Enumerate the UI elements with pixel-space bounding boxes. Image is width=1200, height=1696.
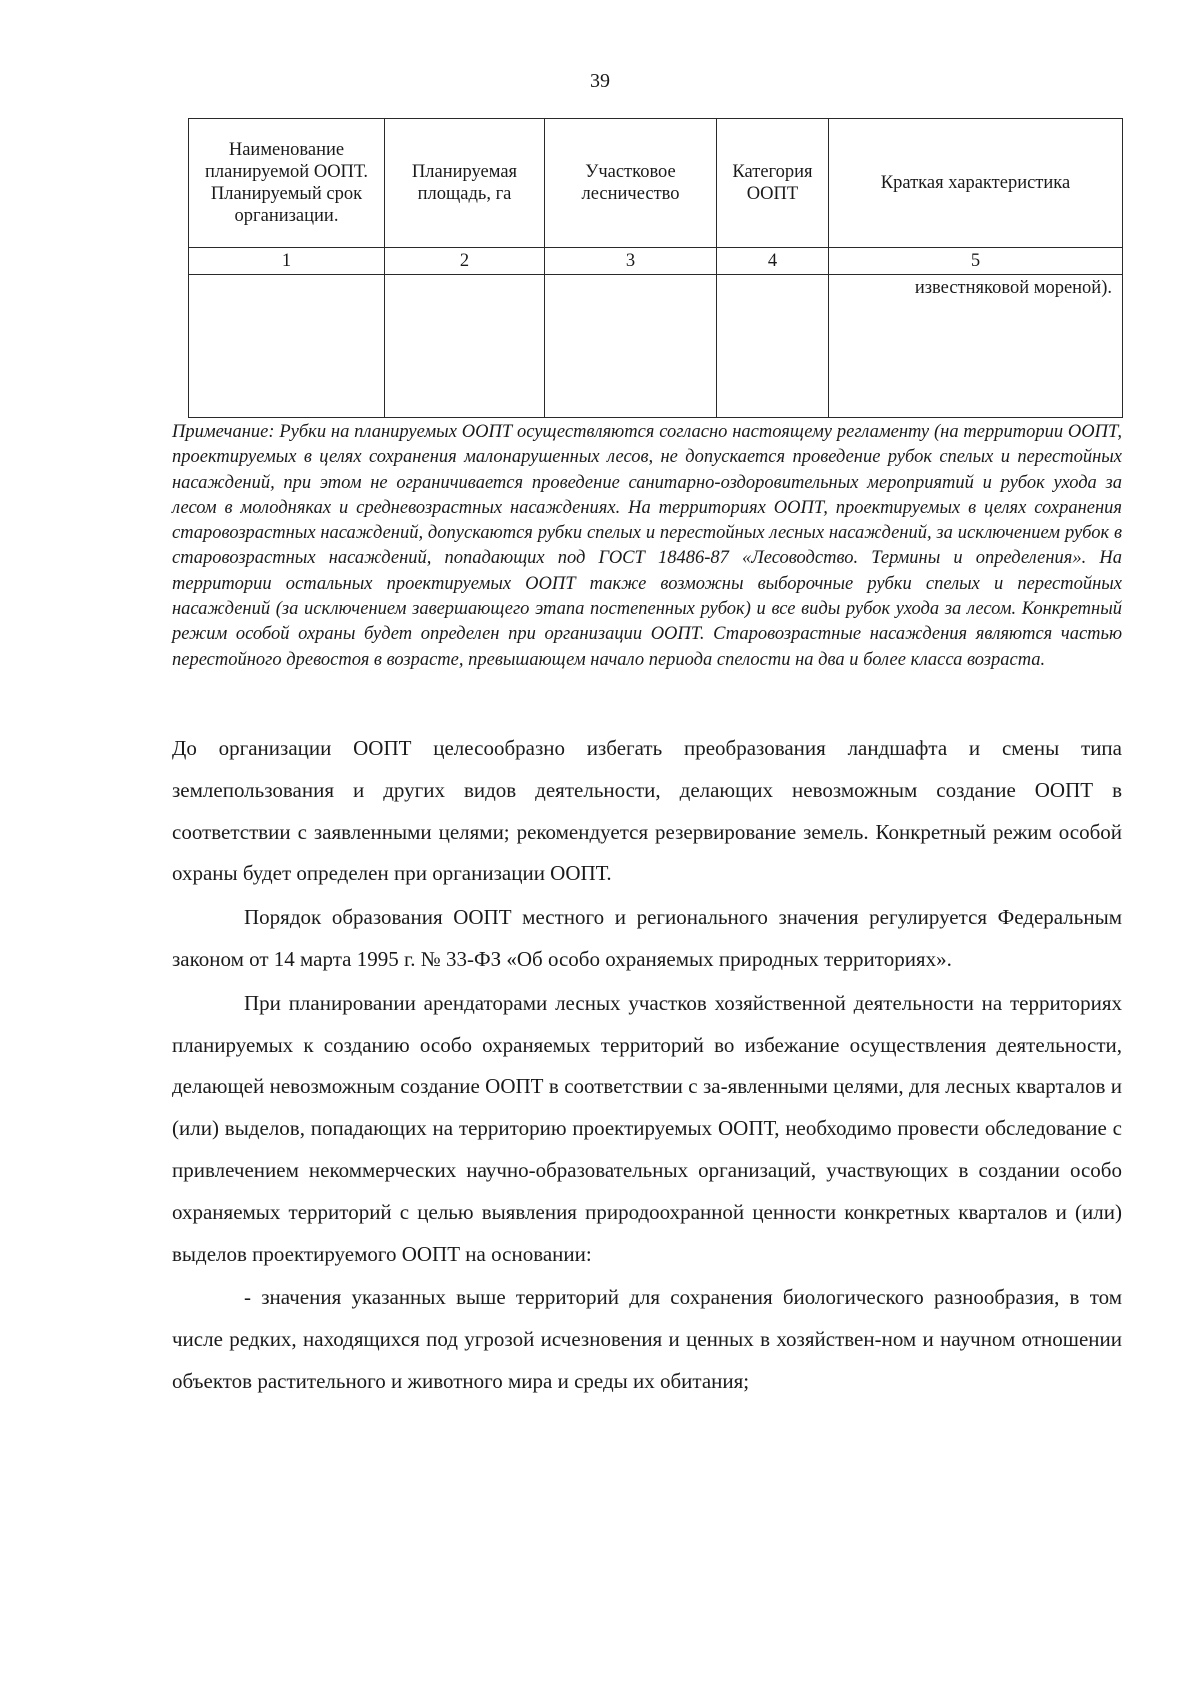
table-row	[189, 275, 1123, 418]
header-forestry: Участковое лесничество	[545, 119, 717, 248]
table-cell	[385, 275, 545, 418]
column-number: 1	[189, 248, 385, 275]
paragraph: Порядок образования ООПТ местного и регионального значения регулируется Федеральным законом от 14 марта 1995 г. № 33-ФЗ «Об особо охраняемых природных территориях».	[172, 905, 1122, 971]
paragraph: При планировании арендаторами лесных участков хозяйственной деятельности на территориях планируемых к созданию особо охраняемых территорий во избежание осуществления деятельности, делающей невозможным создание ООПТ в соответствии с за-явленными целями, для лесных кварталов и (или) выделов, попадающих на территорию проектируемых ООПТ, необходимо провести обследование с привлечением некоммерческих научно-образовательных организаций, участвующих в создании особо охраняемых территорий с целью выявления природоохранной ценности конкретных кварталов и (или) выделов проектируемого ООПТ на основании:	[172, 990, 1122, 1266]
table-header-row	[189, 119, 1123, 248]
table-cell	[189, 275, 385, 418]
page-number: 39	[590, 70, 610, 92]
header-description: Краткая характеристика	[829, 119, 1123, 248]
table-note: Примечание: Рубки на планируемых ООПТ осуществляются согласно настоящему регламенту (на территории ООПТ, проектируемых в целях сохранения малонарушенных лесов, не допускается проведение рубок спелых и перестойных насаждений, при этом не ограничивается проведение санитарно-оздоровительных мероприятий и рубок ухода за лесом в молодняках и средневозрастных насаждениях. На территориях ООПТ, проектируемых в целях сохранения старовозрастных насаждений, допускаются рубки спелых и перестойных лесных насаждений, за исключением рубок в старовозрастных насаждений, попадающих под ГОСТ 18486-87 «Лесоводство. Термины и определения». На территории остальных проектируемых ООПТ также возможны выборочные рубки спелых и перестойных насаждений (за исключением завершающего этапа постепенных рубок) и все виды рубок ухода за лесом. Конкретный режим особой охраны будет определен при организации ООПТ. Старовозрастные насаждения являются частью перестойного древостоя в возрасте, превышающем начало периода спелости на два и более класса возраста.	[172, 422, 1122, 670]
table-cell-description: известняковой мореной).	[829, 275, 1123, 418]
table-column-numbers-row	[189, 248, 1123, 275]
table-cell	[717, 275, 829, 418]
header-area: Планируемая площадь, га	[385, 119, 545, 248]
column-number: 4	[717, 248, 829, 275]
body-text	[172, 728, 1122, 1403]
oopt-table	[188, 118, 1123, 418]
column-number: 5	[829, 248, 1123, 275]
header-category: Категория ООПТ	[717, 119, 829, 248]
column-number: 3	[545, 248, 717, 275]
header-name: Наименование планируемой ООПТ. Планируемый срок организации.	[189, 119, 385, 248]
paragraph: До организации ООПТ целесообразно избегать преобразования ландшафта и смены типа землепользования и других видов деятельности, делающих невозможным создание ООПТ в соответствии с заявленными целями; рекомендуется резервирование земель. Конкретный режим особой охраны будет определен при организации ООПТ.	[172, 736, 1122, 886]
paragraph: - значения указанных выше территорий для сохранения биологического разнообразия, в том числе редких, находящихся под угрозой исчезновения и ценных в хозяйствен-ном и научном отношении объектов растительного и животного мира и среды их обитания;	[172, 1285, 1122, 1393]
table-cell	[545, 275, 717, 418]
column-number: 2	[385, 248, 545, 275]
